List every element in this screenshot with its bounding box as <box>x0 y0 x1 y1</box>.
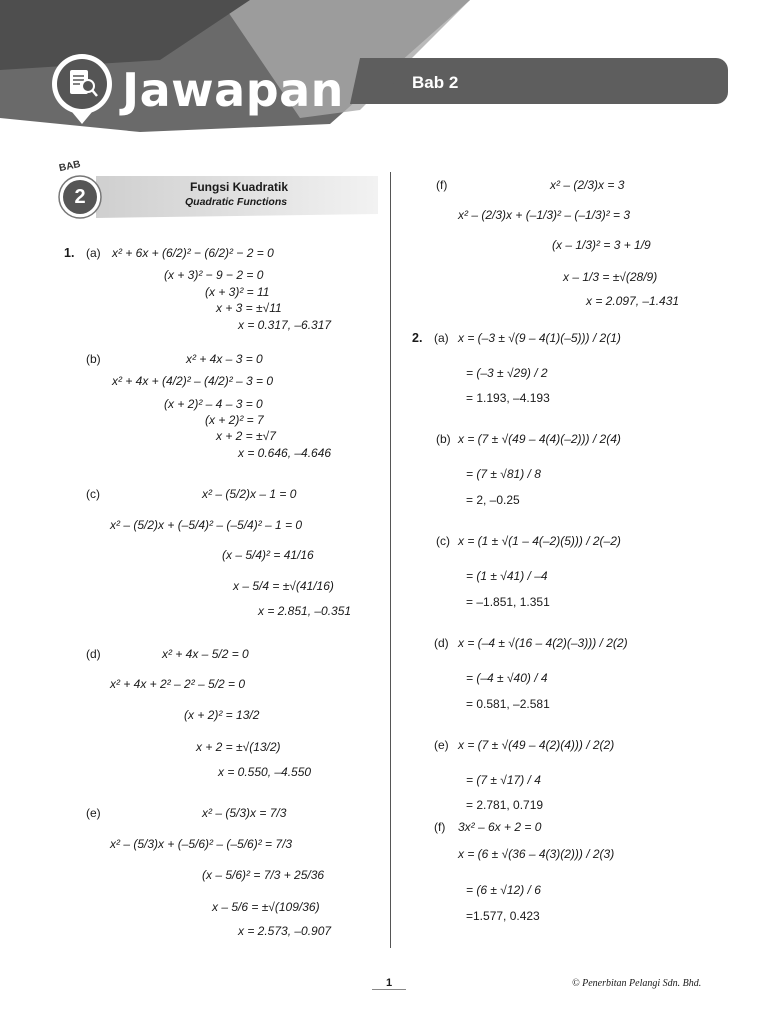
equation-line: (x + 2)² – 4 – 3 = 0 <box>164 397 263 411</box>
part-label: (d) <box>86 647 101 661</box>
answer-line: x = 0.646, –4.646 <box>238 446 332 460</box>
part-label: (f) <box>434 820 446 834</box>
column-divider <box>390 172 391 948</box>
equation-line: x² – (5/3)x + (–5/6)² – (–5/6)² = 7/3 <box>110 837 293 851</box>
part-label: (c) <box>436 534 450 548</box>
question-number: 2. <box>412 331 423 345</box>
equation-line: = (–3 ± √29) / 2 <box>466 366 548 380</box>
equation-line: x² – (5/3)x = 7/3 <box>202 806 287 820</box>
equation-line: x = (–3 ± √(9 – 4(1)(–5))) / 2(1) <box>458 331 621 345</box>
answer-line: = 0.581, –2.581 <box>466 697 550 711</box>
equation-line: x² + 4x – 3 = 0 <box>186 352 263 366</box>
answer-line: x = 2.573, –0.907 <box>238 924 332 938</box>
equation-line: x = (1 ± √(1 – 4(–2)(5))) / 2(–2) <box>458 534 621 548</box>
part-label: (a) <box>434 331 449 345</box>
equation-line: x – 5/4 = ±√(41/16) <box>233 579 334 593</box>
chapter-tab: Bab 2 <box>412 73 459 92</box>
part-label: (c) <box>86 487 100 501</box>
equation-line: x² – (5/2)x – 1 = 0 <box>202 487 297 501</box>
answer-line: = –1.851, 1.351 <box>466 595 550 609</box>
chapter-badge-number: 2 <box>74 186 86 208</box>
equation-line: (x – 1/3)² = 3 + 1/9 <box>552 238 651 252</box>
equation-line: x + 3 = ±√11 <box>216 301 282 315</box>
answer-line: x = 2.097, –1.431 <box>586 294 680 308</box>
copyright-text: © Penerbitan Pelangi Sdn. Bhd. <box>572 978 702 989</box>
equation-line: x = (7 ± √(49 – 4(4)(–2))) / 2(4) <box>458 432 621 446</box>
equation-line: x – 1/3 = ±√(28/9) <box>563 270 658 284</box>
equation-line: = (1 ± √41) / –4 <box>466 569 548 583</box>
header-banner <box>0 0 768 140</box>
answer-line: x = 0.550, –4.550 <box>218 765 312 779</box>
part-label: (e) <box>434 738 449 752</box>
chapter-badge-word: BAB <box>58 158 82 175</box>
page-header <box>0 0 768 140</box>
part-label: (d) <box>434 636 449 650</box>
equation-line: x = (7 ± √(49 – 4(2)(4))) / 2(2) <box>458 738 615 752</box>
page-title: Jawapan <box>122 63 344 117</box>
equation-line: x + 2 = ±√7 <box>216 429 276 443</box>
answer-line: =1.577, 0.423 <box>466 909 540 923</box>
chapter-subtitle: Quadratic Functions <box>185 196 288 208</box>
part-label: (b) <box>86 352 101 366</box>
equation-line: (x + 3)² − 9 − 2 = 0 <box>164 268 264 282</box>
equation-line: = (7 ± √81) / 8 <box>466 467 541 481</box>
equation-line: x² + 4x + (4/2)² – (4/2)² – 3 = 0 <box>112 374 274 388</box>
question-number: 1. <box>64 246 75 260</box>
equation-line: x² – (5/2)x + (–5/4)² – (–5/4)² – 1 = 0 <box>110 518 303 532</box>
part-label: (e) <box>86 806 101 820</box>
equation-line: (x + 2)² = 13/2 <box>184 708 260 722</box>
answer-line: = 2, –0.25 <box>466 493 520 507</box>
equation-line: (x – 5/6)² = 7/3 + 25/36 <box>202 868 325 882</box>
equation-line: = (–4 ± √40) / 4 <box>466 671 548 685</box>
equation-line: x + 2 = ±√(13/2) <box>196 740 281 754</box>
answer-line: x = 0.317, –6.317 <box>238 318 332 332</box>
chapter-title: Fungsi Kuadratik <box>190 180 289 194</box>
equation-line: = (7 ± √17) / 4 <box>466 773 541 787</box>
equation-line: (x + 3)² = 11 <box>205 285 270 299</box>
equation-line: x = (6 ± √(36 – 4(3)(2))) / 2(3) <box>458 847 615 861</box>
answer-line: x = 2.851, –0.351 <box>258 604 352 618</box>
equation-line: = (6 ± √12) / 6 <box>466 883 541 897</box>
equation-line: x² + 4x + 2² – 2² – 5/2 = 0 <box>110 677 246 691</box>
equation-line: (x + 2)² = 7 <box>205 413 264 427</box>
equation-line: x² – (2/3)x = 3 <box>550 178 625 192</box>
equation-line: x² + 4x – 5/2 = 0 <box>162 647 249 661</box>
answer-line: = 2.781, 0.719 <box>466 798 544 812</box>
part-label: (f) <box>436 178 448 192</box>
equation-line: x = (–4 ± √(16 – 4(2)(–3))) / 2(2) <box>458 636 628 650</box>
equation-line: x² – (2/3)x + (–1/3)² – (–1/3)² = 3 <box>458 208 631 222</box>
part-label: (a) <box>86 246 101 260</box>
equation-line: (x – 5/4)² = 41/16 <box>222 548 314 562</box>
part-label: (b) <box>436 432 451 446</box>
equation-line: x² + 6x + (6/2)² − (6/2)² − 2 = 0 <box>112 246 274 260</box>
answer-line: = 1.193, –4.193 <box>466 391 550 405</box>
equation-line: x – 5/6 = ±√(109/36) <box>212 900 320 914</box>
page-number: 1 <box>372 976 406 990</box>
equation-line: 3x² – 6x + 2 = 0 <box>458 820 542 834</box>
